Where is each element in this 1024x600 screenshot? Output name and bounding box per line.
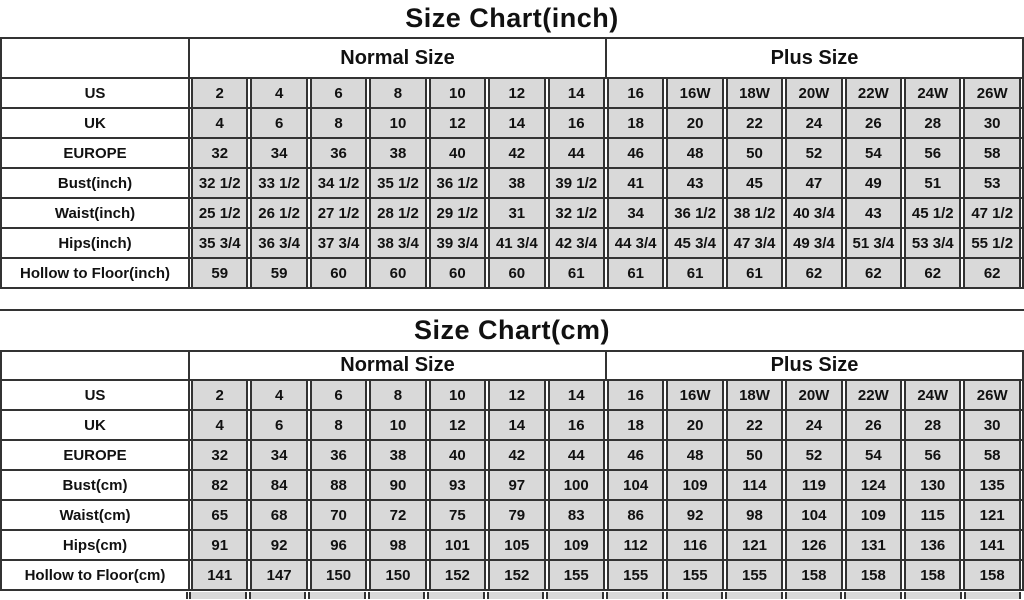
size-cell: 147 bbox=[250, 561, 307, 589]
table-row bbox=[2, 561, 1022, 591]
size-cell: 2 bbox=[191, 79, 248, 107]
size-cell: 54 bbox=[845, 441, 902, 469]
size-table-inch bbox=[0, 37, 1024, 289]
size-cell: 16 bbox=[548, 411, 605, 439]
size-cell: 92 bbox=[250, 531, 307, 559]
size-cell: 32 bbox=[191, 441, 248, 469]
size-cell: 158 bbox=[845, 561, 902, 589]
size-cell: 54 bbox=[845, 139, 902, 167]
size-cell: 155 bbox=[666, 561, 723, 589]
table-row bbox=[2, 501, 1022, 531]
size-cell: 8 bbox=[310, 109, 367, 137]
size-cell: 88 bbox=[310, 471, 367, 499]
group-header-normal-size: Normal Size bbox=[190, 39, 607, 77]
size-cell: 126 bbox=[785, 531, 842, 559]
size-cell: 109 bbox=[548, 531, 605, 559]
size-cell: 93 bbox=[429, 471, 486, 499]
size-cell: 14 bbox=[548, 381, 605, 409]
size-cell: 96 bbox=[310, 531, 367, 559]
size-cell: 30 bbox=[963, 109, 1020, 137]
row-cells bbox=[190, 259, 1022, 287]
size-cell: 36 bbox=[310, 139, 367, 167]
size-cell: 42 bbox=[488, 441, 545, 469]
size-cell: 61 bbox=[726, 259, 783, 287]
size-cell: 26 1/2 bbox=[250, 199, 307, 227]
size-cell: 14 bbox=[548, 79, 605, 107]
size-cell: 22W bbox=[845, 79, 902, 107]
size-cell: 48 bbox=[666, 441, 723, 469]
row-cells bbox=[190, 411, 1022, 439]
size-table-cm bbox=[0, 350, 1024, 591]
size-cell: 114 bbox=[726, 471, 783, 499]
size-cell: 60 bbox=[310, 259, 367, 287]
row-cells bbox=[190, 109, 1022, 137]
size-cell: 42 3/4 bbox=[548, 229, 605, 257]
size-cell: 90 bbox=[369, 471, 426, 499]
size-cell: 24W bbox=[904, 79, 961, 107]
size-cell: 44 bbox=[548, 441, 605, 469]
partial-size-cell bbox=[964, 592, 1022, 599]
size-cell: 44 bbox=[548, 139, 605, 167]
size-cell: 152 bbox=[429, 561, 486, 589]
size-cell: 39 1/2 bbox=[548, 169, 605, 197]
size-cell: 49 bbox=[845, 169, 902, 197]
row-cells bbox=[190, 199, 1022, 227]
size-cell: 10 bbox=[429, 79, 486, 107]
chart-title-cm: Size Chart(cm) bbox=[413, 315, 611, 345]
partial-size-cell bbox=[666, 592, 724, 599]
size-cell: 104 bbox=[785, 501, 842, 529]
table-row bbox=[2, 411, 1022, 441]
size-cell: 8 bbox=[369, 79, 426, 107]
size-cell: 30 bbox=[963, 411, 1020, 439]
size-cell: 38 bbox=[369, 441, 426, 469]
size-cell: 79 bbox=[488, 501, 545, 529]
row-cells bbox=[190, 169, 1022, 197]
size-cell: 26W bbox=[963, 381, 1020, 409]
size-cell: 158 bbox=[904, 561, 961, 589]
size-cell: 119 bbox=[785, 471, 842, 499]
size-cell: 84 bbox=[250, 471, 307, 499]
size-cell: 24W bbox=[904, 381, 961, 409]
partial-size-cell bbox=[427, 592, 485, 599]
row-label: US bbox=[2, 381, 190, 409]
size-cell: 6 bbox=[250, 411, 307, 439]
size-cell: 24 bbox=[785, 109, 842, 137]
size-cell: 121 bbox=[963, 501, 1020, 529]
size-cell: 56 bbox=[904, 139, 961, 167]
row-cells bbox=[190, 501, 1022, 529]
size-cell: 39 3/4 bbox=[429, 229, 486, 257]
size-cell: 51 bbox=[904, 169, 961, 197]
size-cell: 18 bbox=[607, 411, 664, 439]
size-cell: 20 bbox=[666, 411, 723, 439]
size-cell: 4 bbox=[191, 411, 248, 439]
size-cell: 56 bbox=[904, 441, 961, 469]
size-cell: 35 3/4 bbox=[191, 229, 248, 257]
size-cell: 72 bbox=[369, 501, 426, 529]
size-cell: 59 bbox=[250, 259, 307, 287]
size-cell: 65 bbox=[191, 501, 248, 529]
size-cell: 46 bbox=[607, 441, 664, 469]
size-cell: 32 1/2 bbox=[191, 169, 248, 197]
size-cell: 18W bbox=[726, 79, 783, 107]
size-cell: 2 bbox=[191, 381, 248, 409]
partial-size-cell bbox=[606, 592, 664, 599]
row-cells bbox=[190, 471, 1022, 499]
size-cell: 61 bbox=[548, 259, 605, 287]
size-chart-inch-section bbox=[0, 0, 1024, 289]
size-cell: 4 bbox=[250, 79, 307, 107]
size-cell: 86 bbox=[607, 501, 664, 529]
row-label: Waist(inch) bbox=[2, 199, 190, 227]
partial-size-cell bbox=[368, 592, 426, 599]
table-row bbox=[2, 531, 1022, 561]
row-cells bbox=[190, 139, 1022, 167]
size-cell: 42 bbox=[488, 139, 545, 167]
size-cell: 41 3/4 bbox=[488, 229, 545, 257]
row-label: US bbox=[2, 79, 190, 107]
size-cell: 45 3/4 bbox=[666, 229, 723, 257]
row-cells bbox=[190, 441, 1022, 469]
size-cell: 155 bbox=[607, 561, 664, 589]
size-cell: 48 bbox=[666, 139, 723, 167]
size-cell: 155 bbox=[548, 561, 605, 589]
size-cell: 75 bbox=[429, 501, 486, 529]
row-label: UK bbox=[2, 109, 190, 137]
size-cell: 158 bbox=[785, 561, 842, 589]
row-label: Hollow to Floor(inch) bbox=[2, 259, 190, 287]
size-cell: 47 bbox=[785, 169, 842, 197]
size-cell: 45 bbox=[726, 169, 783, 197]
size-cell: 28 1/2 bbox=[369, 199, 426, 227]
header-spacer bbox=[2, 39, 190, 77]
size-cell: 16 bbox=[548, 109, 605, 137]
size-cell: 10 bbox=[369, 109, 426, 137]
size-chart-cm-section bbox=[0, 309, 1024, 591]
row-cells bbox=[190, 531, 1022, 559]
size-cell: 115 bbox=[904, 501, 961, 529]
size-cell: 70 bbox=[310, 501, 367, 529]
size-cell: 34 bbox=[607, 199, 664, 227]
size-cell: 155 bbox=[726, 561, 783, 589]
size-cell: 4 bbox=[191, 109, 248, 137]
size-cell: 33 1/2 bbox=[250, 169, 307, 197]
size-cell: 53 3/4 bbox=[904, 229, 961, 257]
table-row bbox=[2, 199, 1022, 229]
size-cell: 38 bbox=[488, 169, 545, 197]
size-cell: 16W bbox=[666, 381, 723, 409]
size-cell: 35 1/2 bbox=[369, 169, 426, 197]
partial-size-cell bbox=[844, 592, 902, 599]
size-cell: 60 bbox=[488, 259, 545, 287]
partial-size-cell bbox=[725, 592, 783, 599]
group-header-plus-size: Plus Size bbox=[770, 46, 859, 69]
size-cell: 58 bbox=[963, 139, 1020, 167]
row-label: Hollow to Floor(cm) bbox=[2, 561, 190, 589]
size-cell: 37 3/4 bbox=[310, 229, 367, 257]
size-cell: 28 bbox=[904, 109, 961, 137]
partial-size-cell bbox=[249, 592, 307, 599]
size-cell: 116 bbox=[666, 531, 723, 559]
row-label: EUROPE bbox=[2, 139, 190, 167]
size-cell: 36 bbox=[310, 441, 367, 469]
size-cell: 27 1/2 bbox=[310, 199, 367, 227]
partial-row-label-spacer bbox=[2, 592, 188, 599]
size-cell: 14 bbox=[488, 109, 545, 137]
table-row bbox=[2, 381, 1022, 411]
size-cell: 12 bbox=[488, 381, 545, 409]
size-cell: 40 bbox=[429, 139, 486, 167]
group-header-row bbox=[2, 39, 1022, 79]
partial-size-cell bbox=[785, 592, 843, 599]
size-cell: 18W bbox=[726, 381, 783, 409]
size-cell: 24 bbox=[785, 411, 842, 439]
size-cell: 100 bbox=[548, 471, 605, 499]
group-header-normal-size: Normal Size bbox=[190, 352, 607, 379]
row-cells bbox=[190, 381, 1022, 409]
size-cell: 131 bbox=[845, 531, 902, 559]
row-label: Hips(inch) bbox=[2, 229, 190, 257]
row-label: Bust(cm) bbox=[2, 471, 190, 499]
size-cell: 58 bbox=[963, 441, 1020, 469]
size-cell: 50 bbox=[726, 441, 783, 469]
size-cell: 26 bbox=[845, 411, 902, 439]
chart-title-inch: Size Chart(inch) bbox=[405, 3, 619, 33]
size-cell: 34 bbox=[250, 139, 307, 167]
size-cell: 112 bbox=[607, 531, 664, 559]
size-cell: 12 bbox=[488, 79, 545, 107]
row-label: Bust(inch) bbox=[2, 169, 190, 197]
size-cell: 46 bbox=[607, 139, 664, 167]
row-cells bbox=[190, 79, 1022, 107]
size-cell: 44 3/4 bbox=[607, 229, 664, 257]
size-cell: 136 bbox=[904, 531, 961, 559]
size-cell: 98 bbox=[369, 531, 426, 559]
size-cell: 109 bbox=[845, 501, 902, 529]
size-cell: 10 bbox=[429, 381, 486, 409]
table-row bbox=[2, 169, 1022, 199]
row-label: UK bbox=[2, 411, 190, 439]
size-cell: 41 bbox=[607, 169, 664, 197]
size-cell: 6 bbox=[310, 381, 367, 409]
size-cell: 26 bbox=[845, 109, 902, 137]
size-cell: 22 bbox=[726, 411, 783, 439]
size-cell: 31 bbox=[488, 199, 545, 227]
size-cell: 49 3/4 bbox=[785, 229, 842, 257]
size-cell: 20 bbox=[666, 109, 723, 137]
size-cell: 38 bbox=[369, 139, 426, 167]
partial-size-cell bbox=[308, 592, 366, 599]
size-cell: 109 bbox=[666, 471, 723, 499]
row-cells bbox=[190, 229, 1022, 257]
size-cell: 82 bbox=[191, 471, 248, 499]
table-row bbox=[2, 471, 1022, 501]
group-header-row bbox=[2, 352, 1022, 381]
size-cell: 26W bbox=[963, 79, 1020, 107]
size-cell: 158 bbox=[963, 561, 1020, 589]
size-cell: 12 bbox=[429, 411, 486, 439]
size-cell: 40 3/4 bbox=[785, 199, 842, 227]
size-cell: 104 bbox=[607, 471, 664, 499]
size-cell: 83 bbox=[548, 501, 605, 529]
size-cell: 32 bbox=[191, 139, 248, 167]
size-cell: 36 1/2 bbox=[666, 199, 723, 227]
size-cell: 4 bbox=[250, 381, 307, 409]
size-cell: 50 bbox=[726, 139, 783, 167]
size-cell: 68 bbox=[250, 501, 307, 529]
size-cell: 62 bbox=[785, 259, 842, 287]
size-cell: 91 bbox=[191, 531, 248, 559]
size-cell: 6 bbox=[310, 79, 367, 107]
size-cell: 43 bbox=[666, 169, 723, 197]
size-cell: 62 bbox=[963, 259, 1020, 287]
size-cell: 101 bbox=[429, 531, 486, 559]
row-label: Hips(cm) bbox=[2, 531, 190, 559]
size-cell: 62 bbox=[845, 259, 902, 287]
size-cell: 150 bbox=[369, 561, 426, 589]
group-header-plus-size: Plus Size bbox=[770, 354, 859, 376]
size-cell: 135 bbox=[963, 471, 1020, 499]
size-cell: 14 bbox=[488, 411, 545, 439]
size-cell: 38 1/2 bbox=[726, 199, 783, 227]
size-cell: 47 1/2 bbox=[963, 199, 1020, 227]
partial-size-cell bbox=[546, 592, 604, 599]
size-cell: 40 bbox=[429, 441, 486, 469]
size-cell: 38 3/4 bbox=[369, 229, 426, 257]
size-cell: 20W bbox=[785, 79, 842, 107]
row-label: Waist(cm) bbox=[2, 501, 190, 529]
size-cell: 16 bbox=[607, 381, 664, 409]
size-cell: 10 bbox=[369, 411, 426, 439]
size-cell: 152 bbox=[488, 561, 545, 589]
size-cell: 29 1/2 bbox=[429, 199, 486, 227]
size-cell: 16 bbox=[607, 79, 664, 107]
partial-next-row bbox=[0, 592, 1024, 599]
row-label: EUROPE bbox=[2, 441, 190, 469]
row-cells bbox=[190, 561, 1022, 589]
size-cell: 52 bbox=[785, 139, 842, 167]
size-cell: 124 bbox=[845, 471, 902, 499]
table-row bbox=[2, 259, 1022, 289]
size-cell: 98 bbox=[726, 501, 783, 529]
size-cell: 20W bbox=[785, 381, 842, 409]
size-cell: 43 bbox=[845, 199, 902, 227]
size-cell: 53 bbox=[963, 169, 1020, 197]
size-cell: 130 bbox=[904, 471, 961, 499]
size-cell: 16W bbox=[666, 79, 723, 107]
size-cell: 22 bbox=[726, 109, 783, 137]
size-cell: 28 bbox=[904, 411, 961, 439]
size-cell: 36 3/4 bbox=[250, 229, 307, 257]
table-row bbox=[2, 441, 1022, 471]
partial-row-cells bbox=[188, 592, 1022, 599]
size-cell: 61 bbox=[666, 259, 723, 287]
size-cell: 8 bbox=[369, 381, 426, 409]
table-row bbox=[2, 109, 1022, 139]
size-cell: 32 1/2 bbox=[548, 199, 605, 227]
size-cell: 52 bbox=[785, 441, 842, 469]
size-cell: 25 1/2 bbox=[191, 199, 248, 227]
table-row bbox=[2, 139, 1022, 169]
size-cell: 62 bbox=[904, 259, 961, 287]
size-cell: 12 bbox=[429, 109, 486, 137]
header-spacer bbox=[2, 352, 190, 379]
size-cell: 6 bbox=[250, 109, 307, 137]
size-cell: 45 1/2 bbox=[904, 199, 961, 227]
size-cell: 150 bbox=[310, 561, 367, 589]
size-cell: 60 bbox=[429, 259, 486, 287]
size-cell: 8 bbox=[310, 411, 367, 439]
table-row bbox=[2, 229, 1022, 259]
size-cell: 18 bbox=[607, 109, 664, 137]
size-cell: 59 bbox=[191, 259, 248, 287]
size-cell: 34 bbox=[250, 441, 307, 469]
size-cell: 55 1/2 bbox=[963, 229, 1020, 257]
size-cell: 47 3/4 bbox=[726, 229, 783, 257]
size-cell: 34 1/2 bbox=[310, 169, 367, 197]
section-gap bbox=[0, 289, 1024, 309]
partial-size-cell bbox=[487, 592, 545, 599]
size-cell: 61 bbox=[607, 259, 664, 287]
size-cell: 60 bbox=[369, 259, 426, 287]
table-row bbox=[2, 79, 1022, 109]
size-cell: 51 3/4 bbox=[845, 229, 902, 257]
size-cell: 36 1/2 bbox=[429, 169, 486, 197]
size-cell: 92 bbox=[666, 501, 723, 529]
size-cell: 97 bbox=[488, 471, 545, 499]
size-cell: 121 bbox=[726, 531, 783, 559]
size-cell: 105 bbox=[488, 531, 545, 559]
partial-size-cell bbox=[904, 592, 962, 599]
size-cell: 141 bbox=[963, 531, 1020, 559]
partial-size-cell bbox=[189, 592, 247, 599]
size-cell: 141 bbox=[191, 561, 248, 589]
size-cell: 22W bbox=[845, 381, 902, 409]
